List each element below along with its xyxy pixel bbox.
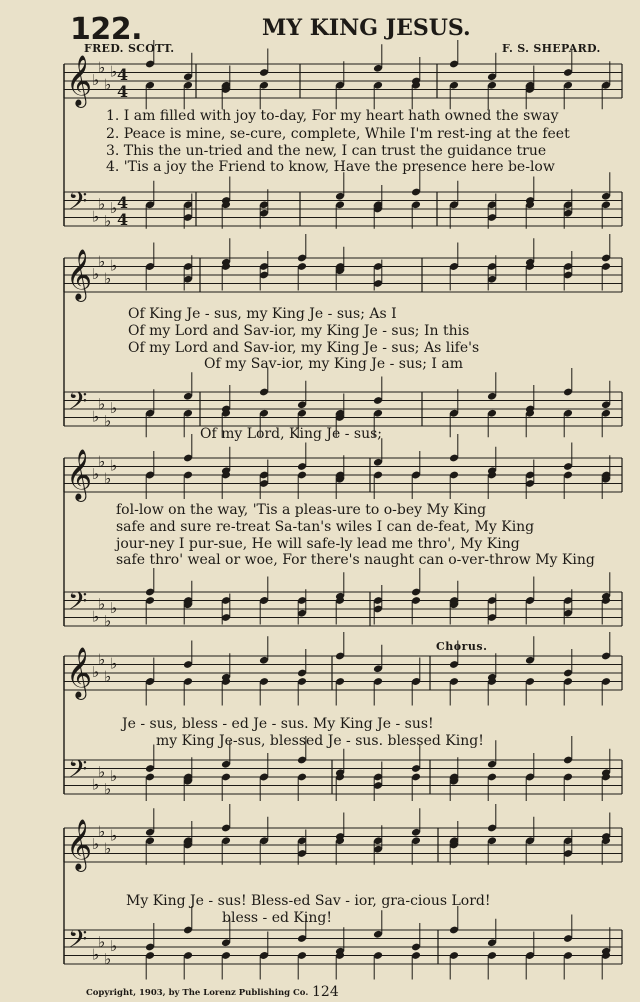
- flat-sign-icon: ♭: [104, 269, 112, 288]
- flat-sign-icon: ♭: [98, 594, 106, 613]
- hymn-number: 122.: [70, 12, 143, 47]
- flat-sign-icon: ♭: [98, 252, 106, 271]
- flat-sign-icon: ♭: [92, 663, 100, 681]
- system3-lyric-3: jour-ney I pur-sue, He will safe-ly lead me thro', My King: [116, 536, 520, 552]
- bass-clef-icon: 𝄢: [68, 925, 88, 960]
- flat-sign-icon: ♭: [104, 611, 112, 630]
- page-number: 124: [312, 984, 339, 1000]
- flat-sign-icon: ♭: [92, 607, 100, 626]
- flat-sign-icon: ♭: [110, 256, 118, 275]
- flat-sign-icon: ♭: [98, 394, 106, 413]
- flat-sign-icon: ♭: [104, 75, 112, 94]
- author-credit: FRED. SCOTT.: [84, 42, 175, 55]
- flat-sign-icon: ♭: [110, 399, 118, 417]
- system3-lyric-2: safe and sure re-treat Sa-tan's wiles I can de-feat, My King: [116, 519, 535, 535]
- system2-lyric-3: Of my Lord and Sav-ior, my King Je - sus; As life's: [128, 340, 480, 356]
- treble-clef-icon: 𝄞: [66, 55, 93, 106]
- time-signature: 4: [117, 193, 129, 212]
- final-lyric-1: My King Je - sus! Bless-ed Sav - ior, gra-cious Lord!: [126, 893, 491, 909]
- flat-sign-icon: ♭: [110, 767, 118, 785]
- treble-clef-icon: 𝄞: [66, 819, 93, 870]
- treble-clef-icon: 𝄞: [66, 449, 93, 500]
- flat-sign-icon: ♭: [110, 199, 118, 217]
- copyright-notice: Copyright, 1903, by The Lorenz Publishing Co.: [86, 988, 309, 998]
- flat-sign-icon: ♭: [104, 211, 112, 230]
- flat-sign-icon: ♭: [98, 650, 106, 669]
- system2-lyric-1: Of King Je - sus, my King Je - sus; As I: [128, 306, 397, 322]
- flat-sign-icon: ♭: [98, 194, 106, 213]
- flat-sign-icon: ♭: [98, 58, 106, 77]
- flat-sign-icon: ♭: [98, 932, 106, 951]
- verse-line-1: 1. I am filled with joy to-day, For my heart hath owned the sway: [106, 108, 559, 124]
- flat-sign-icon: ♭: [92, 407, 100, 426]
- flat-sign-icon: ♭: [110, 937, 118, 955]
- system2-lyric-2: Of my Lord and Sav-ior, my King Je - sus; In this: [128, 323, 470, 339]
- flat-sign-icon: ♭: [92, 945, 100, 964]
- flat-sign-icon: ♭: [92, 465, 100, 483]
- flat-sign-icon: ♭: [110, 599, 118, 617]
- flat-sign-icon: ♭: [104, 949, 112, 968]
- flat-sign-icon: ♭: [104, 469, 112, 488]
- flat-sign-icon: ♭: [92, 835, 100, 853]
- flat-sign-icon: ♭: [110, 456, 118, 475]
- flat-sign-icon: ♭: [98, 452, 106, 471]
- chorus-label: Chorus.: [436, 640, 488, 653]
- chorus-lyric-2: my King Je-sus, blessed Je - sus. blessed King!: [156, 733, 484, 749]
- system2-lyric-4: Of my Sav-ior, my King Je - sus; I am: [204, 356, 463, 372]
- bass-clef-icon: 𝄢: [68, 387, 88, 422]
- flat-sign-icon: ♭: [92, 71, 100, 89]
- time-signature: 4: [117, 82, 129, 101]
- verse-line-4: 4. 'Tis a joy the Friend to know, Have the presence here be-low: [106, 159, 555, 175]
- bass-clef-icon: 𝄢: [68, 755, 88, 790]
- verse-line-2: 2. Peace is mine, se-cure, complete, While I'm rest-ing at the feet: [106, 126, 570, 142]
- system3-lyric-4: safe thro' weal or woe, For there's naught can o-ver-throw My King: [116, 552, 595, 568]
- time-signature: 4: [117, 210, 129, 229]
- treble-clef-icon: 𝄞: [66, 249, 93, 300]
- verse-line-3: 3. This the un-tried and the new, I can trust the guidance true: [106, 143, 547, 159]
- bass-clef-icon: 𝄢: [68, 587, 88, 622]
- treble-clef-icon: 𝄞: [66, 647, 93, 698]
- chorus-lyric-1: Je - sus, bless - ed Je - sus. My King Je - sus!: [122, 716, 434, 732]
- flat-sign-icon: ♭: [92, 775, 100, 794]
- bass-clef-icon: 𝄢: [68, 187, 88, 222]
- flat-sign-icon: ♭: [92, 207, 100, 226]
- flat-sign-icon: ♭: [104, 779, 112, 798]
- flat-sign-icon: ♭: [104, 839, 112, 858]
- system3-lyric-1: fol-low on the way, 'Tis a pleas-ure to o-bey My King: [116, 502, 487, 518]
- final-lyric-2: bless - ed King!: [222, 910, 332, 926]
- flat-sign-icon: ♭: [104, 667, 112, 686]
- composer-credit: F. S. SHEPARD.: [502, 42, 601, 55]
- system2-bass-lyric: Of my Lord, King Je - sus;: [200, 426, 383, 442]
- flat-sign-icon: ♭: [110, 826, 118, 845]
- flat-sign-icon: ♭: [104, 411, 112, 430]
- time-signature: 4: [117, 65, 129, 84]
- flat-sign-icon: ♭: [98, 762, 106, 781]
- hymn-title: MY KING JESUS.: [262, 15, 471, 41]
- flat-sign-icon: ♭: [110, 654, 118, 673]
- flat-sign-icon: ♭: [92, 265, 100, 283]
- flat-sign-icon: ♭: [98, 822, 106, 841]
- flat-sign-icon: ♭: [110, 62, 118, 81]
